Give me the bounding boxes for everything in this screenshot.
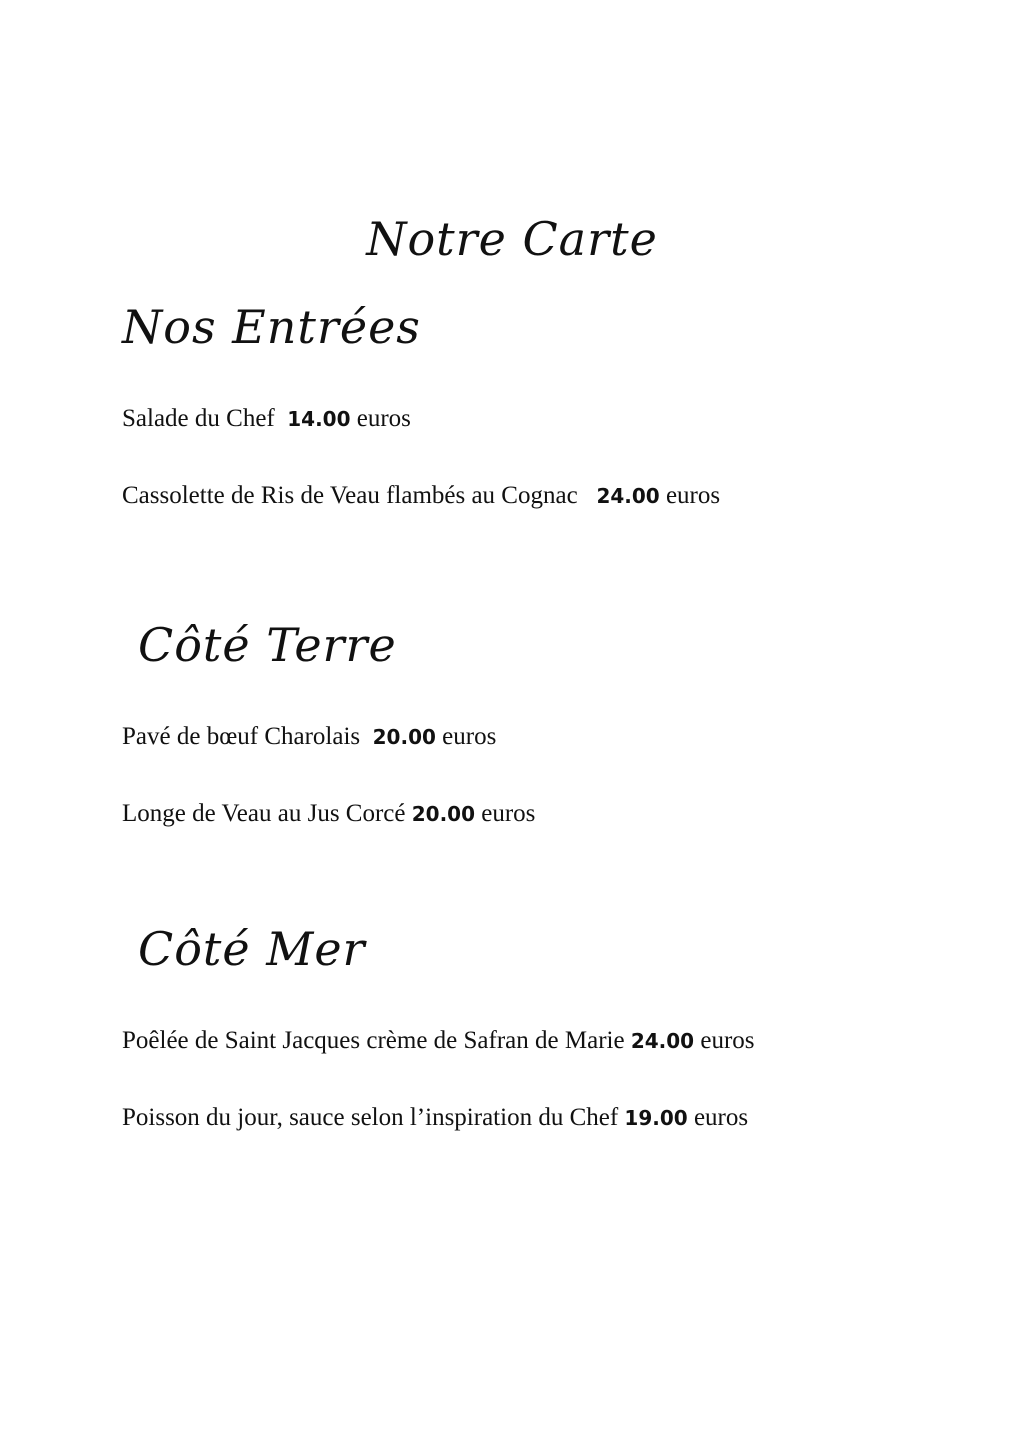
- item-name: Longe de Veau au Jus Corcé: [122, 800, 406, 827]
- section-title-entrees: Nos Entrées: [122, 300, 421, 354]
- section-title-mer: Côté Mer: [138, 922, 366, 976]
- item-price: 19.00: [624, 1106, 688, 1130]
- item-unit: euros: [700, 1027, 755, 1054]
- item-price: 20.00: [372, 725, 436, 749]
- item-name: Poêlée de Saint Jacques crème de Safran de Marie: [122, 1027, 625, 1054]
- item-price: 20.00: [411, 802, 475, 826]
- item-name: Cassolette de Ris de Veau flambés au Cognac: [122, 482, 578, 509]
- item-unit: euros: [442, 723, 497, 750]
- menu-item: [122, 1104, 748, 1132]
- item-price: 14.00: [287, 407, 351, 431]
- item-name: Pavé de bœuf Charolais: [122, 723, 361, 750]
- menu-item: [122, 482, 720, 510]
- item-unit: euros: [481, 800, 536, 827]
- item-price: 24.00: [596, 484, 660, 508]
- item-price: 24.00: [630, 1029, 695, 1053]
- menu-item: [122, 800, 535, 828]
- menu-item: [122, 405, 411, 433]
- item-unit: euros: [693, 1104, 749, 1131]
- item-name: Salade du Chef: [122, 405, 275, 432]
- item-unit: euros: [665, 482, 721, 509]
- menu-item: [122, 723, 496, 751]
- item-name: Poisson du jour, sauce selon l’inspiration du Chef: [122, 1104, 619, 1131]
- menu-item: [122, 1027, 755, 1055]
- page-title: Notre Carte: [366, 212, 658, 266]
- item-unit: euros: [356, 405, 411, 432]
- section-title-terre: Côté Terre: [138, 618, 397, 672]
